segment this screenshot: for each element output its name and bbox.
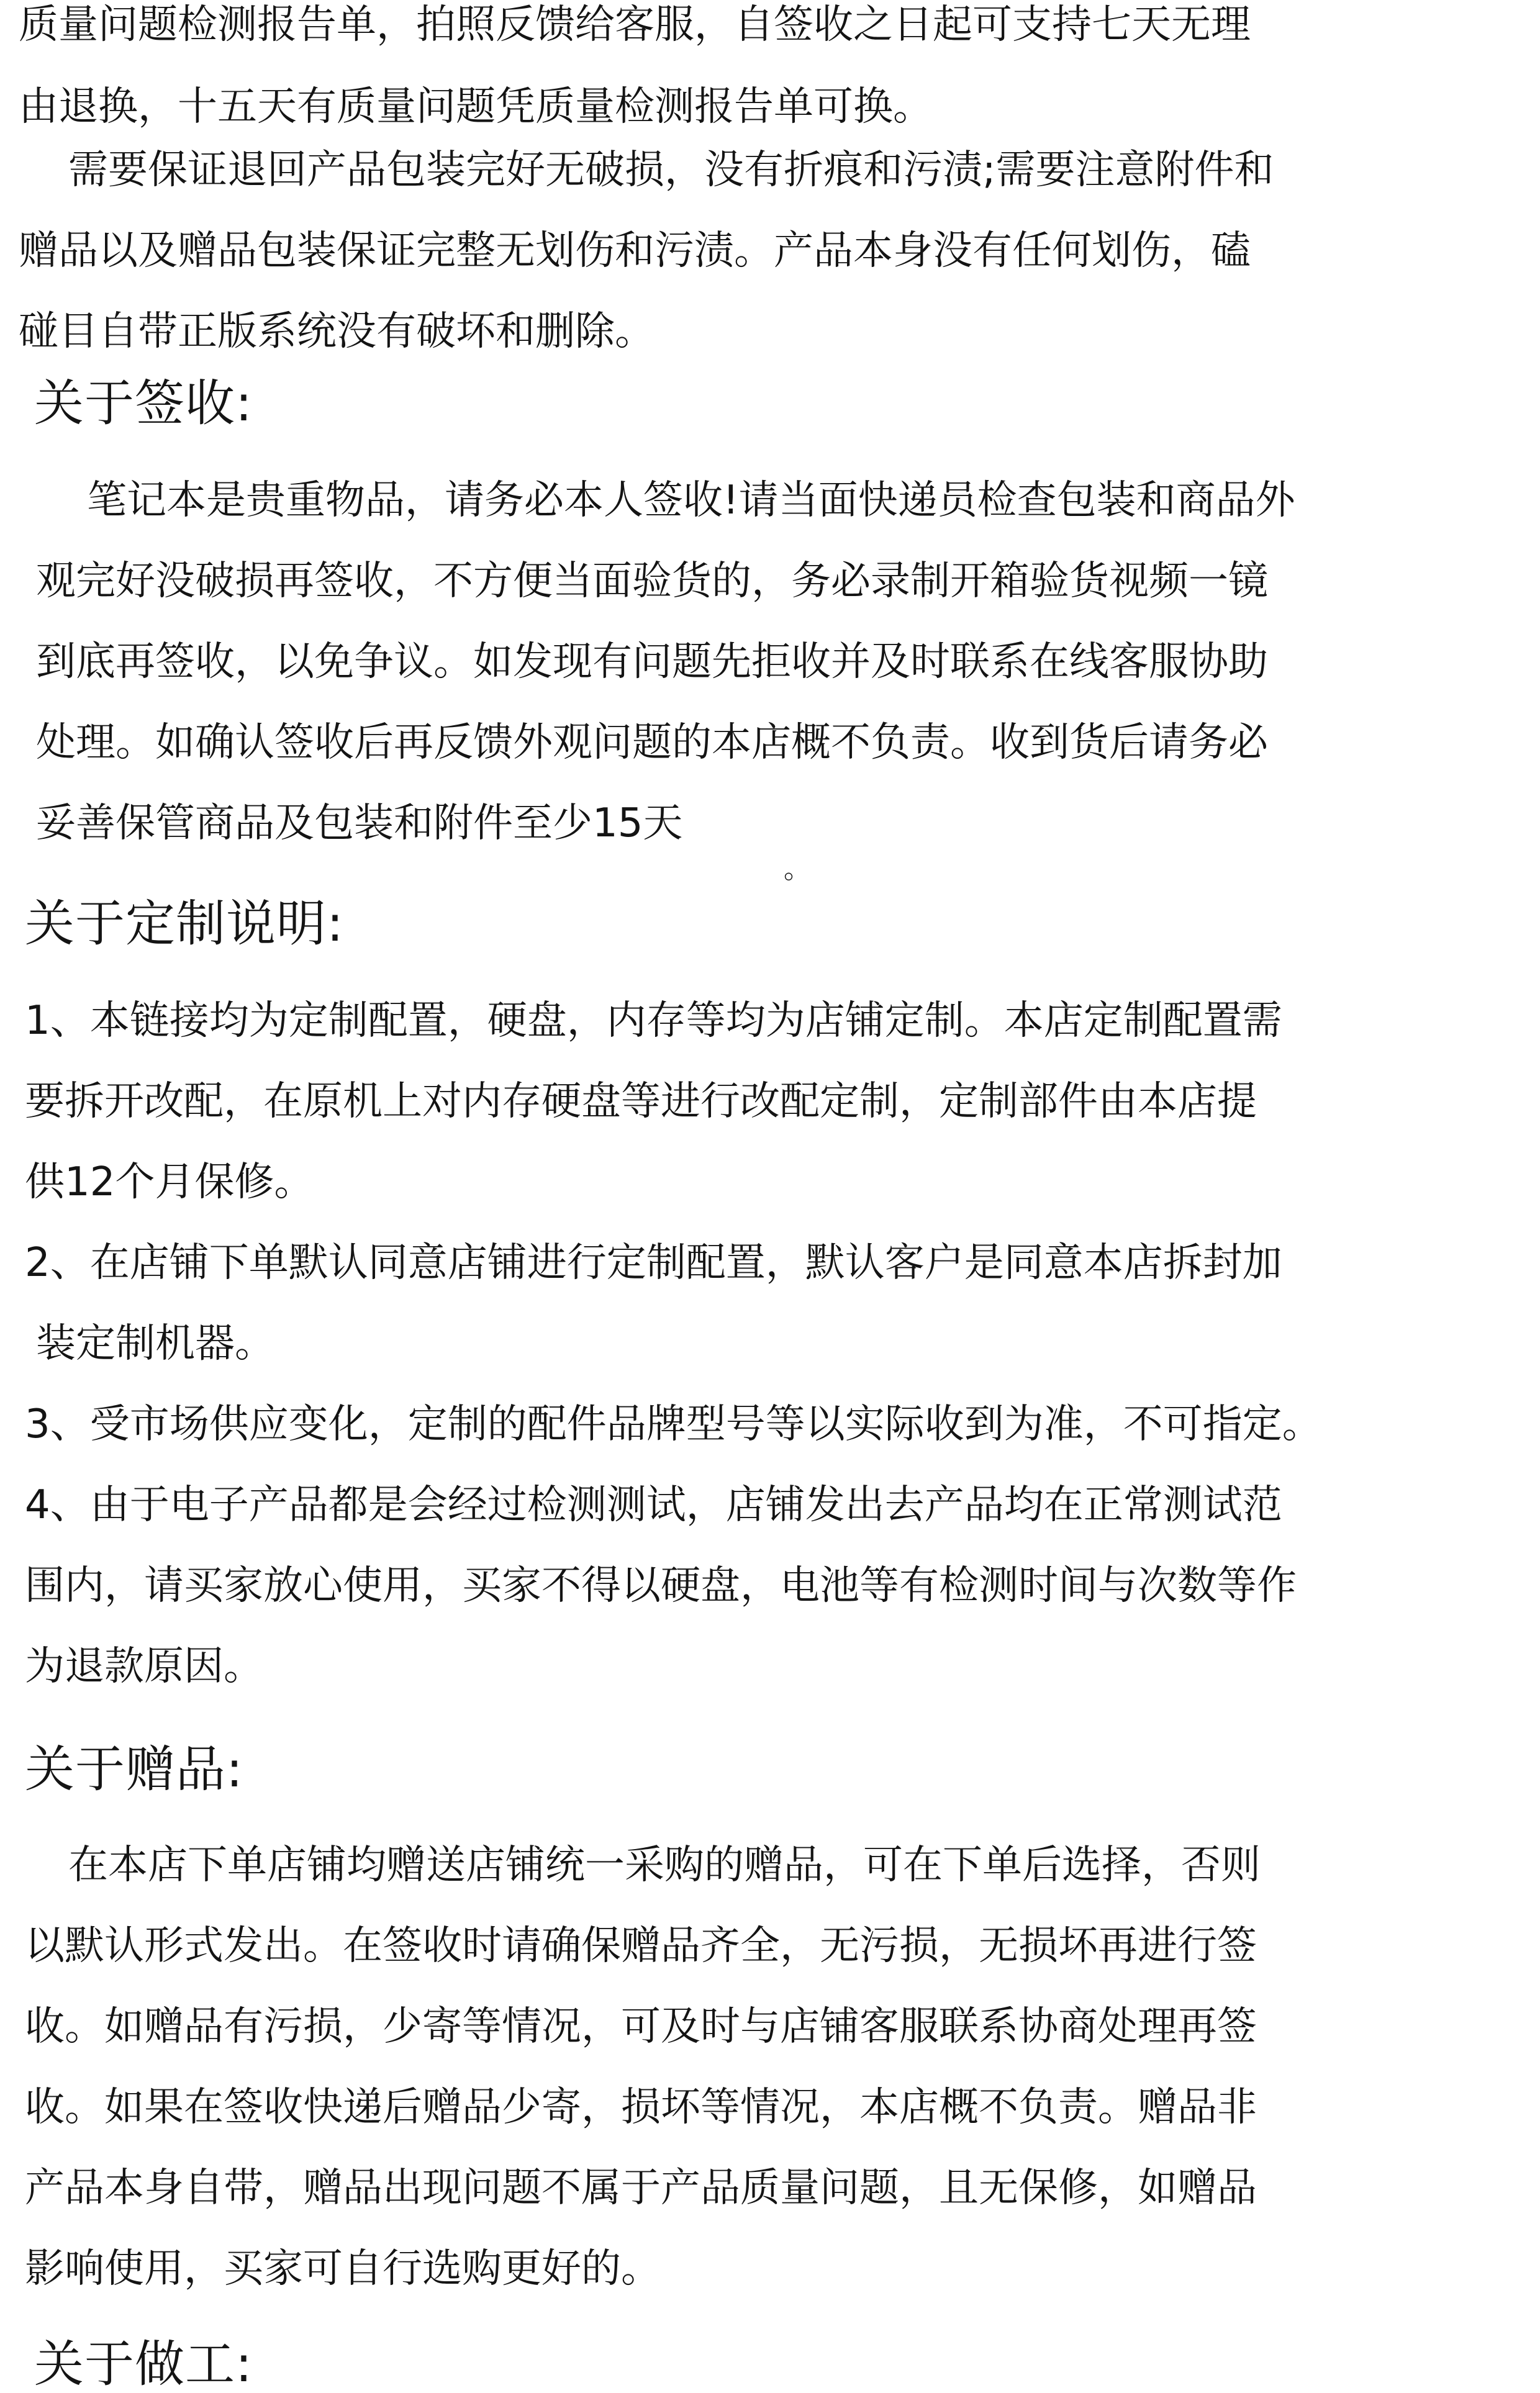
custom-line-2: 要拆开改配，在原机上对内存硬盘等进行改配定制，定制部件由本店提 [25,1079,1257,1124]
custom-line-9: 为退款原因。 [25,1644,263,1690]
sign-line-1: 笔记本是贵重物品，请务必本人签收!请当面快递员检查包装和商品外 [87,477,1295,523]
gift-line-4: 收。如果在签收快递后赠品少寄，损坏等情况，本店概不负责。赠品非 [25,2084,1257,2130]
custom-line-8: 围内，请买家放心使用，买家不得以硬盘，电池等有检测时间与次数等作 [25,1563,1297,1609]
intro-line-3: 需要保证退回产品包装完好无破损，没有折痕和污渍;需要注意附件和 [68,147,1274,193]
custom-line-6: 3、受市场供应变化，定制的配件品牌型号等以实际收到为准，不可指定。 [25,1401,1322,1447]
gift-line-2: 以默认形式发出。在签收时请确保赠品齐全，无污损，无损坏再进行签 [25,1923,1257,1969]
workmanship-heading: 关于做工: [34,2335,253,2393]
custom-line-3: 供12个月保修。 [25,1159,314,1205]
sign-line-3: 到底再签收，以免争议。如发现有问题先拒收并及时联系在线客服协助 [36,639,1268,685]
custom-heading: 关于定制说明: [25,895,344,952]
gift-heading: 关于赠品: [25,1740,243,1798]
custom-line-4: 2、在店铺下单默认同意店铺进行定制配置，默认客户是同意本店拆封加 [25,1240,1282,1286]
gift-line-6: 影响使用，买家可自行选购更好的。 [25,2246,661,2292]
intro-line-1: 质量问题检测报告单，拍照反馈给客服，自签收之日起可支持七天无理 [19,2,1251,48]
intro-line-2: 由退换，十五天有质量问题凭质量检测报告单可换。 [19,84,933,130]
intro-line-5: 碰目自带正版系统没有破坏和删除。 [19,309,654,355]
sign-line-2: 观完好没破损再签收，不方便当面验货的，务必录制开箱验货视频一镜 [36,558,1268,604]
sign-heading: 关于签收: [34,374,253,432]
gift-line-5: 产品本身自带，赠品出现问题不属于产品质量问题，且无保修，如赠品 [25,2165,1257,2211]
custom-line-5: 装定制机器。 [36,1321,274,1367]
gift-line-1: 在本店下单店铺均赠送店铺统一采购的赠品，可在下单后选择，否则 [68,1842,1261,1888]
custom-line-1: 1、本链接均为定制配置，硬盘，内存等均为店铺定制。本店定制配置需 [25,998,1282,1044]
gift-line-3: 收。如赠品有污损，少寄等情况，可及时与店铺客服联系协商处理再签 [25,2004,1257,2050]
custom-line-7: 4、由于电子产品都是会经过检测测试，店铺发出去产品均在正常测试范 [25,1482,1282,1528]
sign-trailing-mark: 。 [784,853,811,885]
sign-line-4: 处理。如确认签收后再反馈外观问题的本店概不负责。收到货后请务必 [36,720,1268,766]
intro-line-4: 赠品以及赠品包装保证完整无划伤和污渍。产品本身没有任何划伤，磕 [19,228,1251,274]
sign-line-5: 妥善保管商品及包装和附件至少15天 [36,800,683,846]
